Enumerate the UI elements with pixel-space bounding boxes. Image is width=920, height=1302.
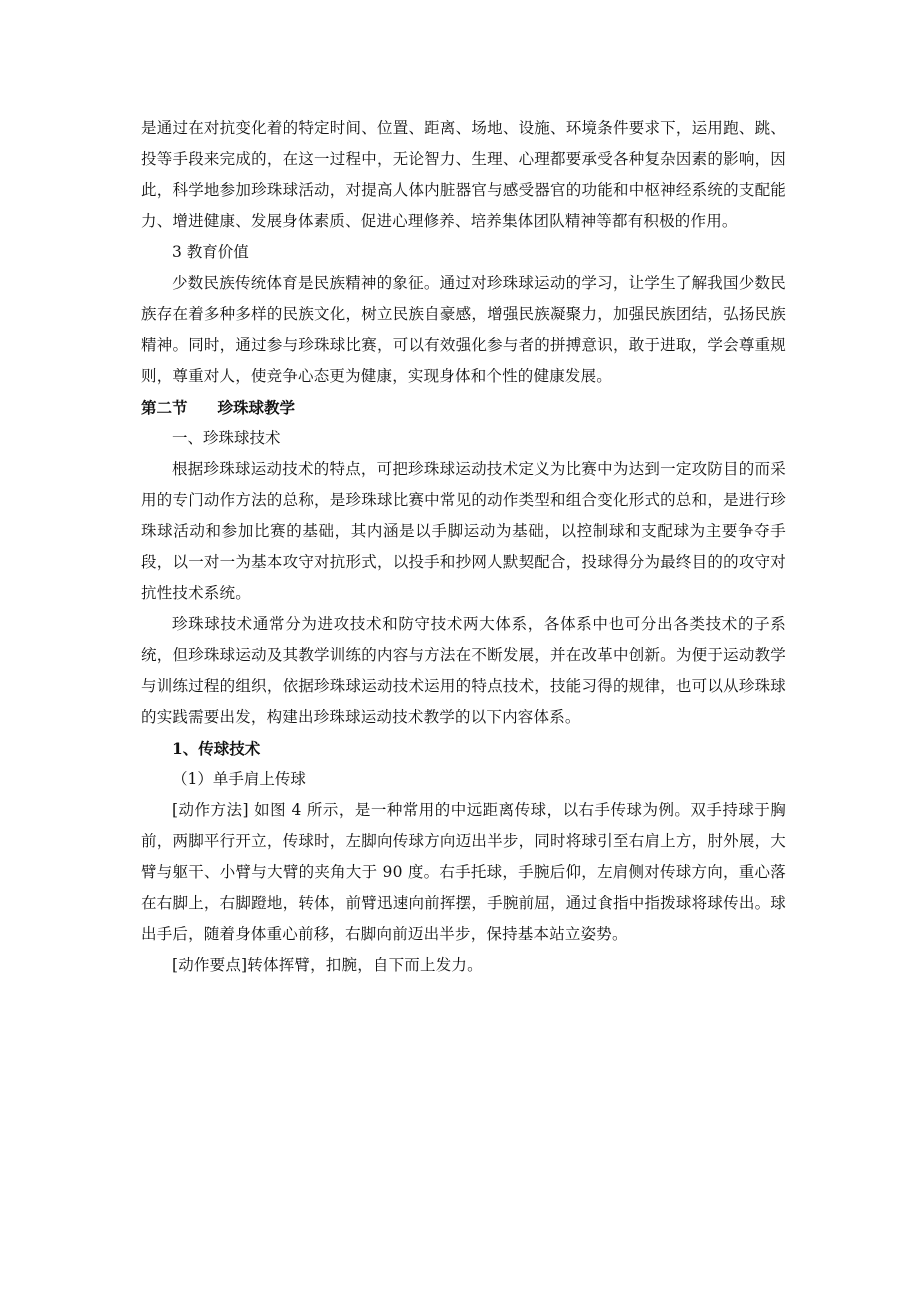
section-heading [141, 392, 786, 423]
subsection-heading-technique: 一、珍珠球技术 [172, 429, 281, 447]
subheading-education-value: 3 教育价值 [172, 243, 249, 261]
section-title: 珍珠球教学 [217, 398, 296, 417]
paragraph-action-key-points: [动作要点]转体挥臂，扣腕，自下而上发力。 [172, 956, 483, 974]
heading-passing-technique: 1、传球技术 [172, 739, 261, 758]
section-label: 第二节 [141, 398, 188, 417]
paragraph-technique-definition: 根据珍珠球运动技术的特点，可把珍珠球运动技术定义为比赛中为达到一定攻防目的而采用的专门动作方法的总称，是珍珠球比赛中常见的动作类型和组合变化形式的总和，是进行珍珠球活动和参加比赛的基础，其内涵是以手脚运动为基础，以控制球和支配球为主要争夺手段，以一对一为基本攻守对抗形式，以投手和抄网人默契配合，投球得分为最终目的的攻守对抗性技术系统。 [141, 460, 786, 602]
paragraph-education-value: 少数民族传统体育是民族精神的象征。通过对珍珠球运动的学习，让学生了解我国少数民族存在着多种多样的民族文化，树立民族自豪感，增强民族凝聚力，加强民族团结，弘扬民族精神。同时，通过参与珍珠球比赛，可以有效强化参与者的拼搏意识，敢于进取，学会尊重规则，尊重对人，使竞争心态更为健康，实现身体和个性的健康发展。 [141, 274, 786, 385]
paragraph-action-method: [动作方法] 如图 4 所示，是一种常用的中远距离传球，以右手传球为例。双手持球于胸前，两脚平行开立，传球时，左脚向传球方向迈出半步，同时将球引至右肩上方，肘外展，大臂与躯干、小臂与大臂的夹角大于 90 度。右手托球，手腕后仰，左肩侧对传球方向，重心落在右脚上，右脚蹬地，转体，前臂迅速向前挥摆，手腕前屈，通过食指中指拨球将球传出。球出手后，随着身体重心前移，右脚向前迈出半步，保持基本站立姿势。 [141, 801, 786, 943]
document-page [141, 113, 786, 981]
heading-one-hand-shoulder-pass: （1）单手肩上传球 [172, 770, 306, 788]
paragraph-technique-system: 珍珠球技术通常分为进攻技术和防守技术两大体系，各体系中也可分出各类技术的子系统，但珍珠球运动及其教学训练的内容与方法在不断发展，并在改革中创新。为便于运动教学与训练过程的组织，依据珍珠球运动技术运用的特点技术，技能习得的规律，也可以从珍珠球的实践需要出发，构建出珍珠球运动技术教学的以下内容体系。 [141, 615, 786, 726]
paragraph-intro: 是通过在对抗变化着的特定时间、位置、距离、场地、设施、环境条件要求下，运用跑、跳、投等手段来完成的，在这一过程中，无论智力、生理、心理都要承受各种复杂因素的影响，因此，科学地参加珍珠球活动，对提高人体内脏器官与感受器官的功能和中枢神经系统的支配能力、增进健康、发展身体素质、促进心理修养、培养集体团队精神等都有积极的作用。 [141, 119, 786, 230]
